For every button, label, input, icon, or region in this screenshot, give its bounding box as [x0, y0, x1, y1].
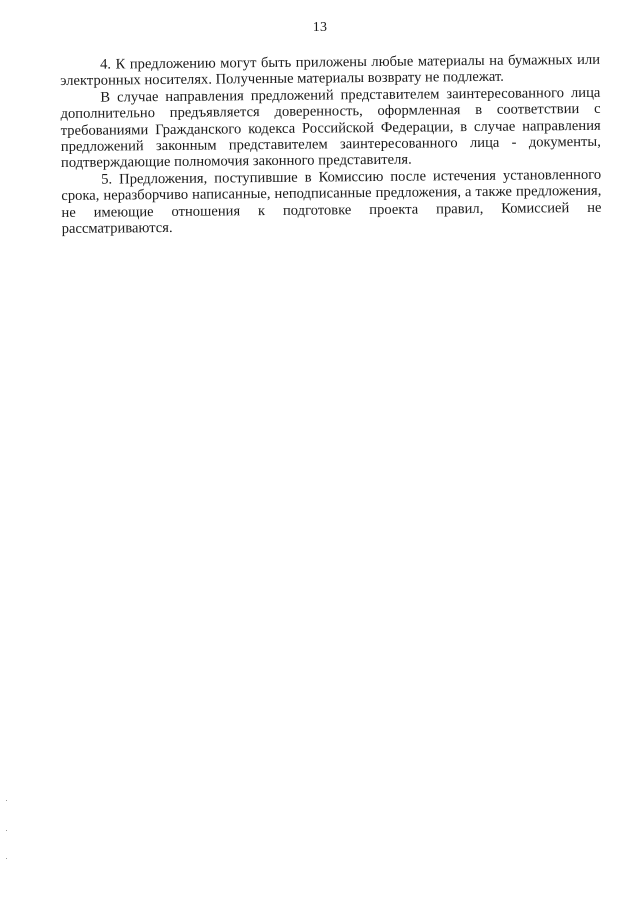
paragraph-materials: 4. К предложению могут быть приложены любые материалы на бумажных или электронных носителях. Полученные материалы возврату не подлежат.	[60, 51, 601, 90]
document-body	[60, 52, 602, 238]
page-number: 13	[312, 20, 328, 35]
scan-artifact	[6, 800, 7, 801]
paragraph-rejection: 5. Предложения, поступившие в Комиссию после истечения установленного срока, неразборчиво написанные, неподписанные предложения, а также предложения, не имеющие отношения к подготовке проекта правил, Комиссией не рассматриваются.	[61, 166, 602, 238]
scan-artifact	[6, 830, 7, 831]
paragraph-representative: В случае направления предложений представителем заинтересованного лица дополнительно предъявляется доверенность, оформленная в соответствии с требованиями Гражданского кодекса Российской Федерации, в случае направления предложений законным представителем заинтересованного лица - документы, подтверждающие полномочия законного представителя.	[60, 84, 601, 172]
scan-artifact	[6, 858, 7, 859]
